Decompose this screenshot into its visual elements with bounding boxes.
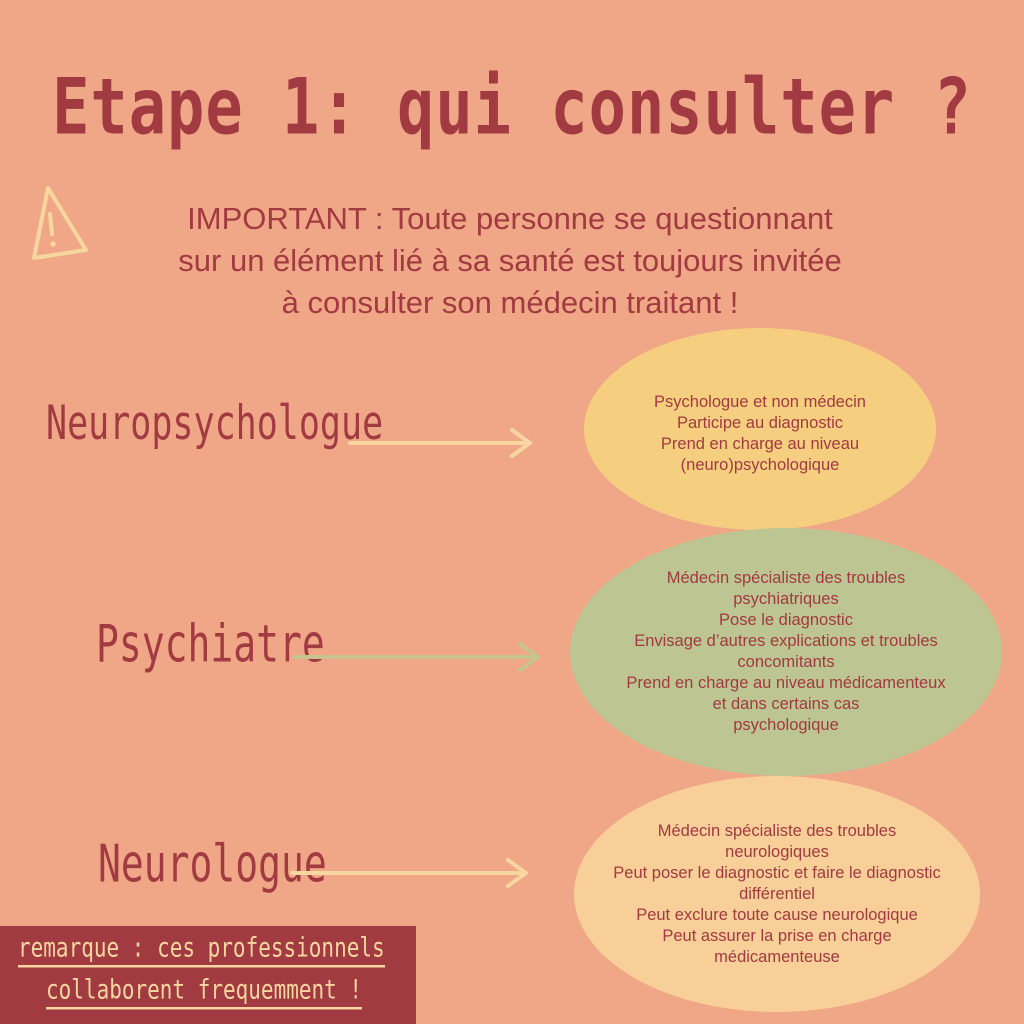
arrow-right-icon <box>348 426 534 460</box>
label-psychiatre: Psychiatre <box>96 614 325 674</box>
bubble-line: Envisage d’autres explications et troubles <box>634 632 938 650</box>
bubble-line: Pose le diagnostic <box>719 611 853 629</box>
bubble-line: neurologiques <box>725 842 829 861</box>
arrow-right-icon <box>290 856 530 890</box>
bubble-line: et dans certains cas <box>712 695 860 713</box>
bubble-line: (neuro)psychologique <box>680 456 840 474</box>
bubble-line: Participe au diagnostic <box>676 414 843 432</box>
bubble-line: Prend en charge au niveau médicamenteux <box>626 674 946 692</box>
bubble-line: psychiatriques <box>733 590 839 608</box>
label-neurologue: Neurologue <box>98 834 327 894</box>
important-notice <box>80 198 940 324</box>
bubble-line: Prend en charge au niveau <box>660 435 860 453</box>
label-neuropsychologue: Neuropsychologue <box>46 397 384 451</box>
bubble-line: psychologique <box>733 716 839 734</box>
bubble-line: Peut exclure toute cause neurologique <box>636 905 918 924</box>
bubble-line: Médecin spécialiste des troubles <box>657 821 897 840</box>
bubble-line: concomitants <box>737 653 835 671</box>
note-line: collaborent frequemment ! <box>46 975 362 1010</box>
note-box <box>0 926 416 1024</box>
bubble-line: Psychologue et non médecin <box>654 393 866 411</box>
bubble-neuropsychologue <box>584 328 936 530</box>
bubble-line: Peut poser le diagnostic et faire le diagnostic <box>613 863 941 882</box>
bubble-line: Médecin spécialiste des troubles <box>666 569 906 587</box>
important-line: IMPORTANT : Toute personne se questionnant <box>187 201 833 236</box>
bubble-neurologue <box>574 776 980 1012</box>
bubble-line: médicamenteuse <box>714 947 840 966</box>
important-line: sur un élément lié à sa santé est toujours invitée <box>178 243 842 278</box>
arrow-right-icon <box>292 640 542 674</box>
bubble-psychiatre <box>570 528 1002 776</box>
bubble-line: différentiel <box>739 884 815 903</box>
note-line: remarque : ces professionnels <box>18 933 385 968</box>
bubble-line: Peut assurer la prise en charge <box>662 926 892 945</box>
page-title: Etape 1: qui consulter ? <box>52 60 972 153</box>
important-line: à consulter son médecin traitant ! <box>281 285 739 320</box>
